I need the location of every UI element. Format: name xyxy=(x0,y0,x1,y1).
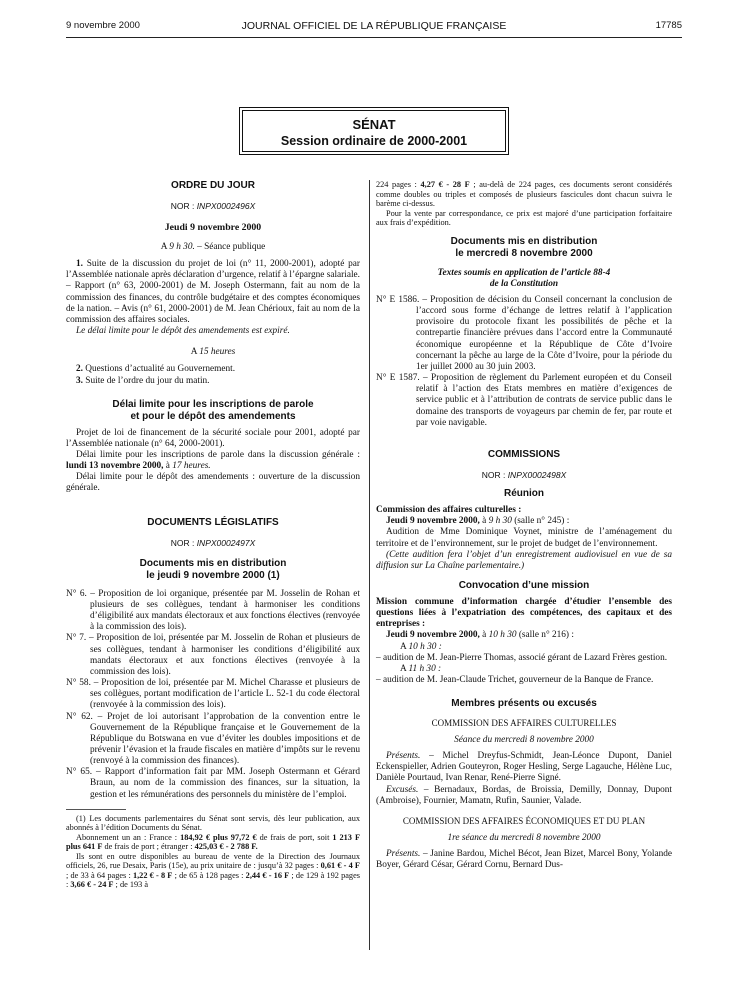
presents-paragraph-2: Présents. – Janine Bardou, Michel Bécot, Jean Bizet, Marcel Bony, Yolande Boyer, Gérard César, Gérard Cornu, Bernard Dus- xyxy=(376,848,672,871)
cae-seance: 1re séance du mercredi 8 novembre 2000 xyxy=(447,832,601,843)
header-page-number: 17785 xyxy=(655,20,682,31)
cac-date: Jeudi 9 novembre 2000, à 9 h 30 (salle n° 245) : xyxy=(386,516,570,527)
agenda-item-1: 1. Suite de la discussion du projet de loi (n° 11, 2000-2001), adopté par l’Assemblée nationale après déclaration d’urgence, relatif à l’épargne salariale. – Rapport (n° 63, 2000-2001) de M. Joseph Ostermann, fait au nom de la commission des finances, du contrôle budgétaire et des comptes économiques de la nation. – Avis (n° 61, 2000-2001) de M. Jean Chérioux, fait au nom de la commission des affaires sociales. xyxy=(66,259,360,325)
column-divider xyxy=(369,180,370,950)
mission-heading: Mission commune d’information chargée d’étudier l’ensemble des questions liées à l’expatriation des compétences, des capitaux et des entreprises : xyxy=(376,596,672,630)
ordre-du-jour-nor: NOR : INPX0002496X xyxy=(170,201,256,211)
convocation-heading: Convocation d’une mission xyxy=(458,579,590,591)
agenda-item-2: 2. Questions d’actualité au Gouvernement. xyxy=(76,364,236,375)
commissions-nor: NOR : INPX0002498X xyxy=(481,469,567,480)
textes-heading: Textes soumis en application de l’article 88-4 de la Constitution xyxy=(437,267,611,289)
document-item: N° 62. – Projet de loi autorisant l’approbation de la convention entre le Gouvernement de la République française et le Gouvernement de la République du Botswana en vue d’éviter les doubles impositions et de prévenir l’évasion et la fraude fiscales en matière d’impôts sur le revenu (renvoyé à la commission des finances). xyxy=(66,711,360,767)
header-date: 9 novembre 2000 xyxy=(66,20,140,31)
distribution-heading-2: Documents mis en distribution le mercredi 8 novembre 2000 xyxy=(450,235,598,259)
footnote-continued: 224 pages : 4,27 € - 28 F ; au-delà de 224 pages, ces documents seront considérés comme doubles ou triples et composés de plusieurs fascicules dont chacun suivra le barème ci-dessus. Pour la vente par correspondance, ce prix est majoré d’une participation forfaitaire aux frais d’expédition. xyxy=(376,180,672,228)
cac-paragraph-1: Audition de Mme Dominique Voynet, ministre de l’aménagement du territoire et de l’environnement, sur le projet de budget de l’environnement. xyxy=(376,527,672,549)
footnote-1: (1) Les documents parlementaires du Sénat sont servis, dès leur publication, aux abonnés à l’édition Documents du Sénat. xyxy=(66,813,360,833)
footnote-subscription: Abonnement un an : France : 184,92 € plus 97,72 € de frais de port, soit 1 213 F plus 641 F de frais de port ; étranger : 425,03 € - 2 788 F. xyxy=(66,832,361,852)
header-journal-title: JOURNAL OFFICIEL DE LA RÉPUBLIQUE FRANÇAISE xyxy=(241,20,507,32)
mission-time-1: A 10 h 30 : xyxy=(400,641,442,652)
cac-paragraph-2: (Cette audition fera l’objet d’un enregistrement audiovisuel en vue de sa diffusion sur La Chaîne parlementaire.) xyxy=(376,549,672,571)
delai-paragraph-3: Délai limite pour le dépôt des amendements : ouverture de la discussion générale. xyxy=(66,472,360,494)
right-column xyxy=(376,180,672,871)
delai-paragraph-1: Projet de loi de financement de la sécurité sociale pour 2001, adopté par l’Assemblée nationale (n° 64, 2000-2001). xyxy=(66,427,360,449)
reunion-heading: Réunion xyxy=(504,488,544,500)
agenda-item-1-note: Le délai limite pour le dépôt des amendements est expiré. xyxy=(76,326,290,337)
seance-date: Jeudi 9 novembre 2000 xyxy=(164,222,262,234)
document-item: N° 6. – Proposition de loi organique, présentée par M. Josselin de Rohan et plusieurs de ses collègues, tendant à harmoniser les conditions d’éligibilité aux mandats électoraux et aux fonctions électives (renvoyée à la commission des lois). xyxy=(66,588,360,633)
delai-paragraph-2: Délai limite pour les inscriptions de parole dans la discussion générale : lundi 13 novembre 2000, à 17 heures. xyxy=(66,449,360,472)
cac-heading: Commission des affaires culturelles : xyxy=(376,505,522,516)
left-column xyxy=(66,180,360,890)
documents-legislatifs-nor: NOR : INPX0002497X xyxy=(170,537,256,548)
excuses-paragraph: Excusés. – Bernadaux, Bordas, de Broissia, Demilly, Donnay, Dupont (Ambroise), Fournier, Mamatn, Rufin, Saunier, Valade. xyxy=(376,784,672,806)
membres-heading: Membres présents ou excusés xyxy=(451,698,597,710)
e-items-list xyxy=(376,295,672,429)
footnote-prices: Ils sont en outre disponibles au bureau de vente de la Direction des Journaux officiels, 26, rue Desaix, Paris (15e), au prix unitaire de : jusqu’à 32 pages : 0,61 € - 4 F ; de 33 à 64 pages : 1,22 € - 8 F ; de 65 à 128 pages : 2,44 € - 16 F ; de 129 à 192 pages : 3,66 € - 24 F ; de 193 à xyxy=(66,851,360,890)
document-item: N° 58. – Proposition de loi, présentée par M. Michel Charasse et plusieurs de ses collègues, portant modification de l’article L. 52-1 du code électoral (renvoyée à la commission des lois). xyxy=(66,678,360,711)
cac2-seance: Séance du mercredi 8 novembre 2000 xyxy=(454,735,594,746)
commissions-heading: COMMISSIONS xyxy=(487,448,561,460)
document-item: N° 7. – Proposition de loi, présentée par M. Josselin de Rohan et plusieurs de ses collègues, tendant à harmoniser les conditions d’éligibilité aux mandats électoraux et aux fonctions électives (renvoyée à la commission des lois). xyxy=(66,633,360,677)
seance-time-1: A 9 h 30. – Séance publique xyxy=(160,241,266,252)
presents-paragraph: Présents. – Michel Dreyfus-Schmidt, Jean-Léonce Dupont, Daniel Eckenspieller, Adrien Gouteyron, Roger Hesling, Serge Lagauche, Hélène Luc, Danièle Pourtaud, Ivan Renar, René-Pierre Signé. xyxy=(376,751,672,784)
documents-list xyxy=(66,589,360,801)
e-item: N° E 1586. – Proposition de décision du Conseil concernant la conclusion de l’accord sous forme d’échange de lettres relatif à l’application provisoire du protocole fixant les possibilités de pêche et la contrepartie financière prévues dans l’accord entre la Communauté économique européenne et la République de Côte d’Ivoire concernant la pêche au large de la Côte d’Ivoire, pour la période du 1er juillet 2000 au 30 juin 2003. xyxy=(376,294,672,372)
cae-heading: COMMISSION DES AFFAIRES ÉCONOMIQUES ET DU PLAN xyxy=(402,815,646,826)
senat-title-box xyxy=(242,110,506,152)
mission-item-1: – audition de M. Jean-Pierre Thomas, associé gérant de Lazard Frères gestion. xyxy=(376,652,668,663)
mission-item-2: – audition de M. Jean-Claude Trichet, gouverneur de la Banque de France. xyxy=(376,675,654,686)
session-title: Session ordinaire de 2000-2001 xyxy=(280,133,468,148)
documents-legislatifs-heading: DOCUMENTS LÉGISLATIFS xyxy=(147,516,279,528)
e-item: N° E 1587. – Proposition de règlement du Parlement européen et du Conseil relatif à l’action des Etats membres en matière d’exigences de service public et à l’attribution de contrats de service public dans le domaine des transports de voyageurs par chemin de fer, par route et par voie navigable. xyxy=(376,373,672,428)
header-rule xyxy=(66,37,682,38)
footnote-rule xyxy=(66,809,126,810)
ordre-du-jour-heading: ORDRE DU JOUR xyxy=(171,180,255,191)
footnotes xyxy=(66,814,360,890)
senat-title: SÉNAT xyxy=(352,117,396,132)
mission-time-2: A 11 h 30 : xyxy=(400,663,442,674)
delai-heading: Délai limite pour les inscriptions de parole et pour le dépôt des amendements xyxy=(112,398,314,422)
seance-time-2: A 15 heures xyxy=(190,347,236,358)
agenda-item-3: 3. Suite de l’ordre du jour du matin. xyxy=(76,375,210,386)
document-item: N° 65. – Rapport d’information fait par MM. Joseph Ostermann et Gérard Braun, au nom de la commission des finances, sur la situation, la gestion et les rémunérations des personnels du ministère de l’emploi. xyxy=(66,767,360,800)
mission-date: Jeudi 9 novembre 2000, à 10 h 30 (salle n° 216) : xyxy=(386,630,574,641)
cac2-heading: COMMISSION DES AFFAIRES CULTURELLES xyxy=(431,718,617,729)
distribution-heading: Documents mis en distribution le jeudi 9 novembre 2000 (1) xyxy=(139,557,287,581)
page-header xyxy=(66,20,682,34)
